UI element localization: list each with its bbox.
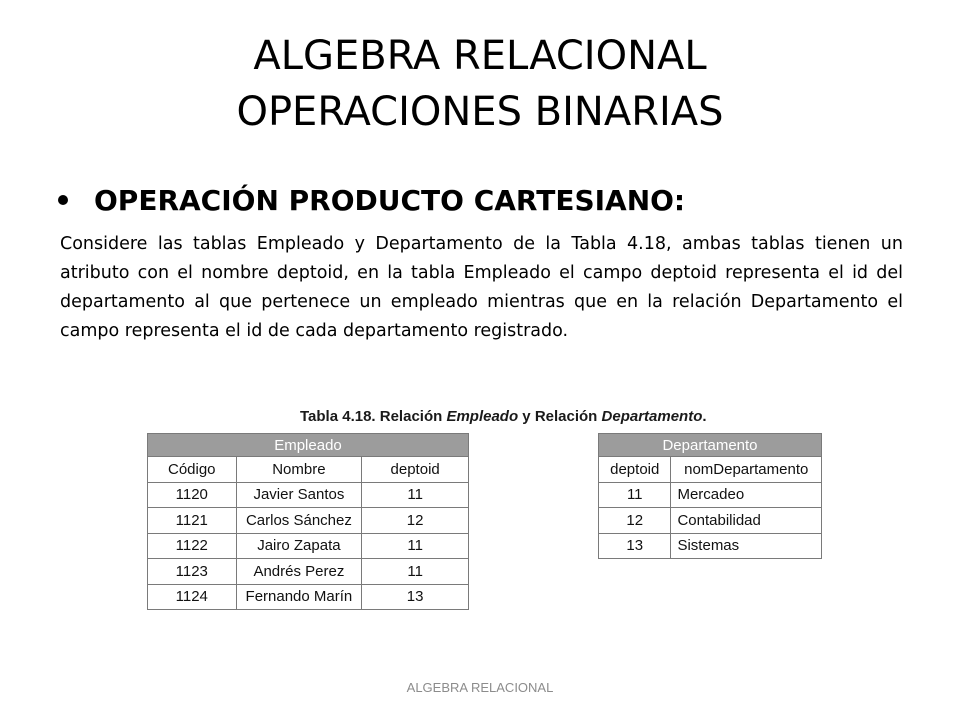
- empleado-cell-deptoid: 11: [362, 559, 469, 585]
- table-row: [148, 584, 469, 610]
- departamento-cell-nombre: Mercadeo: [671, 482, 822, 508]
- departamento-cell-deptoid: 11: [599, 482, 671, 508]
- table-row: [148, 482, 469, 508]
- empleado-cell-codigo: 1121: [148, 508, 237, 534]
- empleado-header-codigo: Código: [148, 457, 237, 483]
- departamento-cell-deptoid: 12: [599, 508, 671, 534]
- empleado-table: [147, 433, 469, 610]
- departamento-cell-nombre: Sistemas: [671, 533, 822, 559]
- departamento-header-deptoid: deptoid: [599, 457, 671, 483]
- departamento-header-nombre: nomDepartamento: [671, 457, 822, 483]
- empleado-cell-codigo: 1120: [148, 482, 237, 508]
- caption-mid: y Relación: [518, 408, 602, 425]
- empleado-cell-deptoid: 11: [362, 482, 469, 508]
- empleado-cell-deptoid: 13: [362, 584, 469, 610]
- empleado-cell-nombre: Carlos Sánchez: [236, 508, 362, 534]
- departamento-cell-nombre: Contabilidad: [671, 508, 822, 534]
- bullet-dot-icon: [58, 195, 68, 205]
- table-row: [148, 508, 469, 534]
- caption-departamento: Departamento: [601, 408, 703, 425]
- figure-caption: [300, 408, 707, 425]
- empleado-cell-codigo: 1122: [148, 533, 237, 559]
- caption-prefix: Tabla 4.18. Relación: [300, 408, 447, 425]
- empleado-cell-nombre: Javier Santos: [236, 482, 362, 508]
- empleado-cell-nombre: Jairo Zapata: [236, 533, 362, 559]
- empleado-table-title: Empleado: [148, 434, 469, 457]
- body-paragraph: Considere las tablas Empleado y Departamento de la Tabla 4.18, ambas tablas tienen un atributo con el nombre deptoid, en la tabla Empleado el campo deptoid representa el id del departamento al que pertenece un empleado mientras que en la relación Departamento el campo representa el id de cada departamento registrado.: [60, 234, 903, 341]
- slide-title-line-1: ALGEBRA RELACIONAL: [253, 33, 707, 79]
- departamento-table: [598, 433, 822, 559]
- slide-title: [0, 28, 960, 140]
- table-row: [599, 482, 822, 508]
- empleado-cell-deptoid: 11: [362, 533, 469, 559]
- table-row: [148, 559, 469, 585]
- empleado-cell-nombre: Andrés Perez: [236, 559, 362, 585]
- bullet-heading: OPERACIÓN PRODUCTO CARTESIANO:: [94, 183, 686, 217]
- slide-footer: ALGEBRA RELACIONAL: [406, 680, 554, 695]
- empleado-cell-deptoid: 12: [362, 508, 469, 534]
- table-row: [148, 533, 469, 559]
- table-row: [599, 533, 822, 559]
- caption-suffix: .: [702, 408, 707, 425]
- empleado-header-nombre: Nombre: [236, 457, 362, 483]
- empleado-cell-nombre: Fernando Marín: [236, 584, 362, 610]
- empleado-cell-codigo: 1124: [148, 584, 237, 610]
- slide-title-line-2: OPERACIONES BINARIAS: [236, 89, 724, 135]
- empleado-cell-codigo: 1123: [148, 559, 237, 585]
- departamento-cell-deptoid: 13: [599, 533, 671, 559]
- empleado-header-deptoid: deptoid: [362, 457, 469, 483]
- departamento-table-title: Departamento: [599, 434, 822, 457]
- caption-empleado: Empleado: [446, 408, 519, 425]
- table-row: [599, 508, 822, 534]
- bullet-item: [58, 178, 685, 222]
